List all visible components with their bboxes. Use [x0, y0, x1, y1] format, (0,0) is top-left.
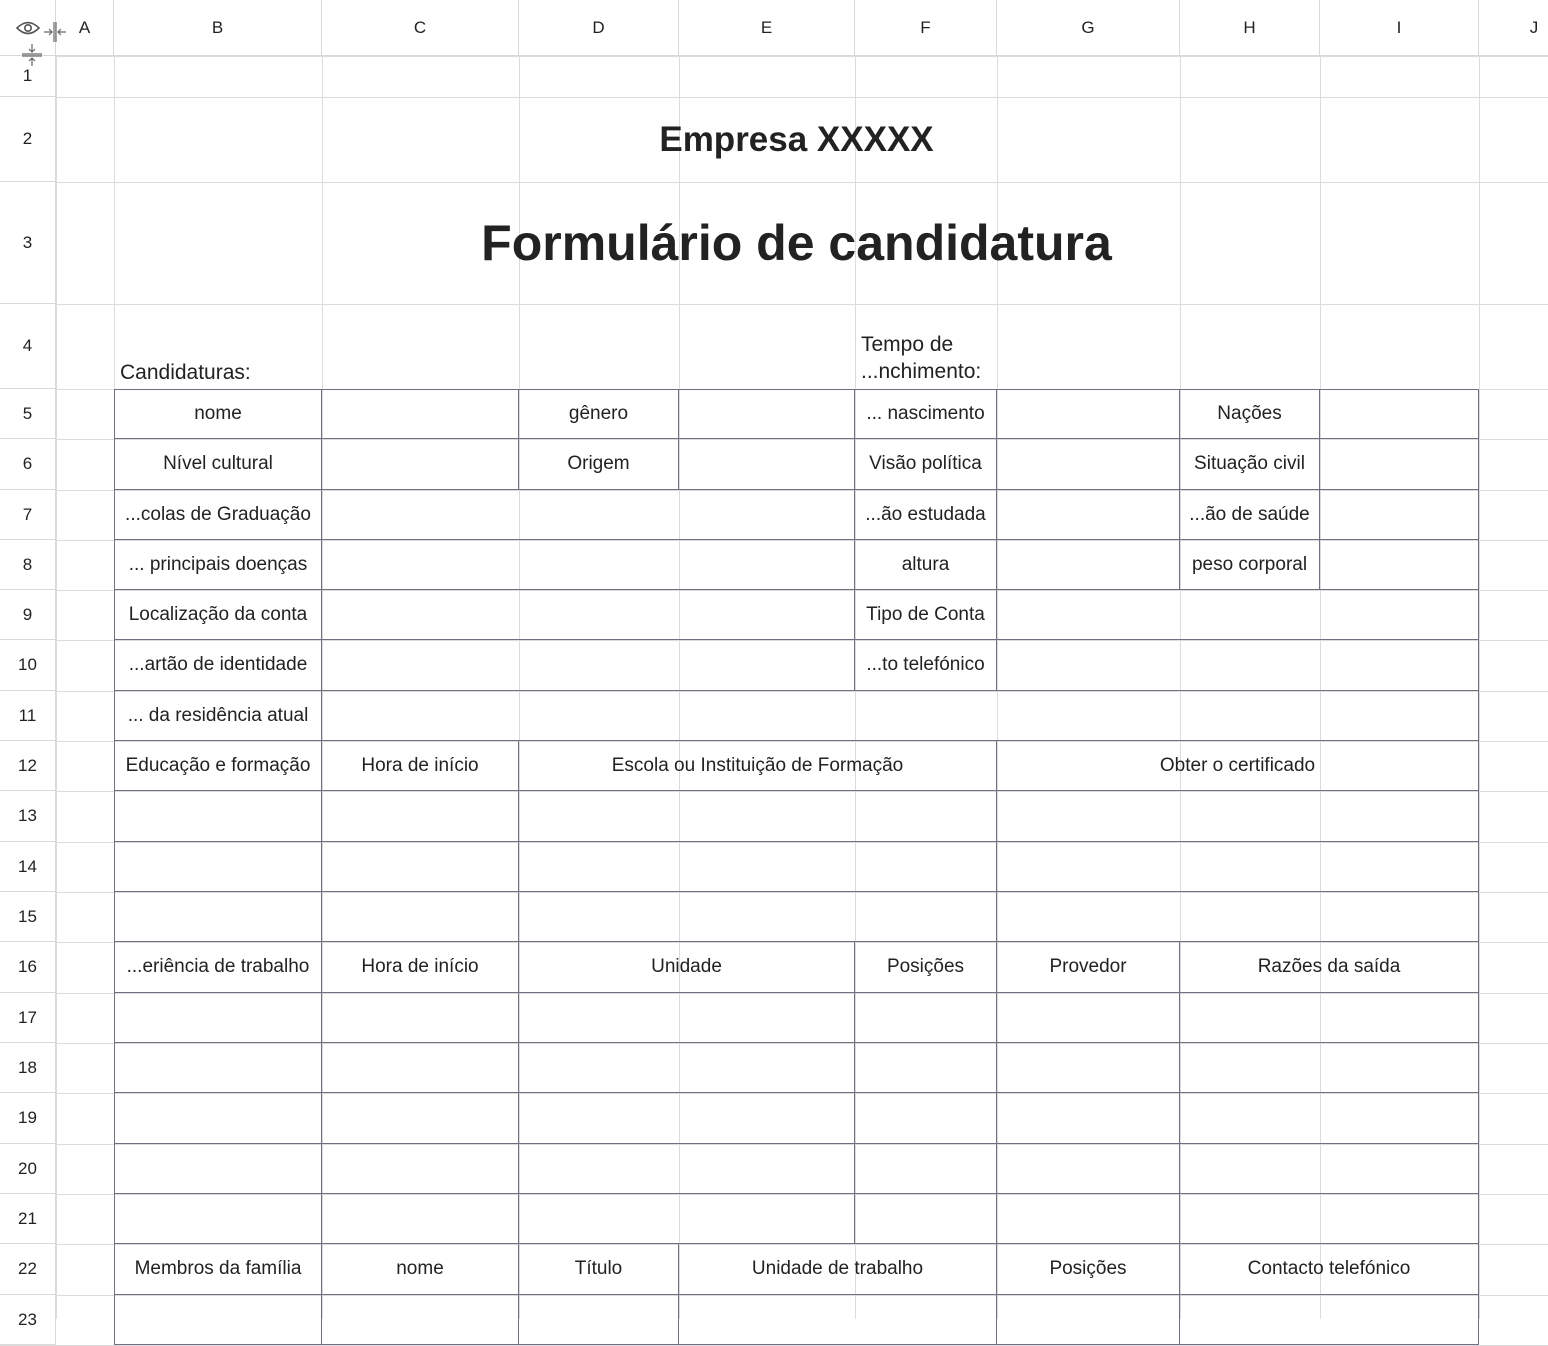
form-input-cell[interactable] [997, 640, 1479, 691]
column-header-h[interactable]: H [1180, 0, 1320, 56]
form-input-cell[interactable] [114, 1295, 322, 1345]
row-header-23[interactable]: 23 [0, 1295, 56, 1345]
form-input-cell[interactable] [997, 1144, 1180, 1194]
form-input-cell[interactable] [1180, 1295, 1479, 1345]
form-label-cell[interactable]: Contacto telefónico [1180, 1244, 1479, 1295]
form-label-cell[interactable]: ... da residência atual [114, 691, 322, 741]
form-label-cell[interactable]: Membros da família [114, 1244, 322, 1295]
form-input-cell[interactable] [1320, 389, 1479, 439]
form-input-cell[interactable] [114, 791, 322, 842]
row-header-12[interactable]: 12 [0, 741, 56, 791]
form-label-cell[interactable]: Razões da saída [1180, 942, 1479, 993]
form-input-cell[interactable] [1180, 1144, 1479, 1194]
collapse-rows-icon[interactable] [20, 42, 44, 68]
form-label-cell[interactable]: Hora de início [322, 741, 519, 791]
form-title[interactable]: Formulário de candidatura [481, 215, 1112, 271]
grid-line-v [1479, 0, 1480, 1319]
column-header-g[interactable]: G [997, 0, 1180, 56]
form-input-cell[interactable] [1320, 439, 1479, 490]
row-header-15[interactable]: 15 [0, 892, 56, 942]
form-input-cell[interactable] [1180, 1093, 1479, 1144]
row-header-8[interactable]: 8 [0, 540, 56, 590]
form-input-cell[interactable] [114, 1194, 322, 1244]
column-header-j[interactable]: J [1479, 0, 1548, 56]
form-label-cell[interactable]: Obter o certificado [997, 741, 1479, 791]
form-label-cell[interactable]: Hora de início [322, 942, 519, 993]
form-input-cell[interactable] [322, 640, 855, 691]
form-input-cell[interactable] [322, 490, 855, 540]
form-input-cell[interactable] [114, 842, 322, 892]
row-header-10[interactable]: 10 [0, 640, 56, 691]
form-input-cell[interactable] [322, 590, 855, 640]
applications-label[interactable]: Candidaturas: [120, 361, 251, 384]
form-label-cell[interactable]: Posições [997, 1244, 1180, 1295]
form-input-cell[interactable] [1180, 1043, 1479, 1093]
form-input-cell[interactable] [322, 1043, 519, 1093]
form-input-cell[interactable] [997, 490, 1180, 540]
form-input-cell[interactable] [322, 993, 519, 1043]
form-label-cell[interactable]: Educação e formação [114, 741, 322, 791]
form-input-cell[interactable] [519, 842, 997, 892]
form-label-cell[interactable]: Origem [519, 439, 679, 490]
column-header-a[interactable]: A [56, 0, 114, 56]
form-input-cell[interactable] [997, 993, 1180, 1043]
form-input-cell[interactable] [1180, 1194, 1479, 1244]
form-input-cell[interactable] [519, 892, 997, 942]
column-header-f[interactable]: F [855, 0, 997, 56]
form-input-cell[interactable] [679, 1295, 997, 1345]
form-input-cell[interactable] [322, 439, 519, 490]
form-input-cell[interactable] [997, 1194, 1180, 1244]
fill-time-label[interactable]: Tempo de ...nchimento: [861, 333, 982, 383]
form-input-cell[interactable] [997, 842, 1479, 892]
form-input-cell[interactable] [1180, 993, 1479, 1043]
form-input-cell[interactable] [855, 1043, 997, 1093]
form-input-cell[interactable] [519, 993, 855, 1043]
form-label-cell[interactable]: Tipo de Conta [855, 590, 997, 640]
row-header-20[interactable]: 20 [0, 1144, 56, 1194]
row-header-22[interactable]: 22 [0, 1244, 56, 1295]
corner-controls [0, 0, 56, 56]
form-label-cell[interactable]: Título [519, 1244, 679, 1295]
row-header-11[interactable]: 11 [0, 691, 56, 741]
row-header-3[interactable]: 3 [0, 182, 56, 304]
form-input-cell[interactable] [114, 1144, 322, 1194]
grid-line-v [56, 0, 57, 1319]
form-input-cell[interactable] [322, 691, 1479, 741]
form-input-cell[interactable] [322, 1093, 519, 1144]
form-input-cell[interactable] [997, 791, 1479, 842]
form-input-cell[interactable] [519, 1043, 855, 1093]
form-input-cell[interactable] [855, 1093, 997, 1144]
form-input-cell[interactable] [519, 1194, 855, 1244]
form-input-cell[interactable] [519, 1144, 855, 1194]
form-label-cell[interactable]: ...to telefónico [855, 640, 997, 691]
form-label-cell[interactable]: Unidade de trabalho [679, 1244, 997, 1295]
row-header-16[interactable]: 16 [0, 942, 56, 993]
form-input-cell[interactable] [997, 1295, 1180, 1345]
form-label-cell[interactable]: Posições [855, 942, 997, 993]
row-header-18[interactable]: 18 [0, 1043, 56, 1093]
row-header-17[interactable]: 17 [0, 993, 56, 1043]
form-input-cell[interactable] [322, 389, 519, 439]
column-header-b[interactable]: B [114, 0, 322, 56]
row-header-4[interactable]: 4 [0, 304, 56, 389]
form-label-cell[interactable]: Unidade [519, 942, 855, 993]
row-header-5[interactable]: 5 [0, 389, 56, 439]
form-input-cell[interactable] [322, 1194, 519, 1244]
form-label-cell[interactable]: Escola ou Instituição de Formação [519, 741, 997, 791]
column-header-d[interactable]: D [519, 0, 679, 56]
form-label-cell[interactable]: gênero [519, 389, 679, 439]
form-label-cell[interactable]: ...ão de saúde [1180, 490, 1320, 540]
form-input-cell[interactable] [997, 1093, 1180, 1144]
form-input-cell[interactable] [997, 389, 1180, 439]
form-input-cell[interactable] [519, 1093, 855, 1144]
row-header-21[interactable]: 21 [0, 1194, 56, 1244]
form-input-cell[interactable] [114, 892, 322, 942]
form-label-cell[interactable]: ... principais doenças [114, 540, 322, 590]
form-input-cell[interactable] [519, 791, 997, 842]
form-input-cell[interactable] [997, 540, 1180, 590]
form-input-cell[interactable] [322, 1295, 519, 1345]
form-input-cell[interactable] [322, 540, 855, 590]
form-input-cell[interactable] [519, 1295, 679, 1345]
form-input-cell[interactable] [322, 892, 519, 942]
form-label-cell[interactable]: ... nascimento [855, 389, 997, 439]
form-input-cell[interactable] [114, 993, 322, 1043]
form-label-cell[interactable]: ...artão de identidade [114, 640, 322, 691]
form-input-cell[interactable] [855, 993, 997, 1043]
row-header-1[interactable]: 1 [0, 56, 56, 97]
form-label-cell[interactable]: altura [855, 540, 997, 590]
row-header-14[interactable]: 14 [0, 842, 56, 892]
form-input-cell[interactable] [114, 1093, 322, 1144]
form-input-cell[interactable] [114, 1043, 322, 1093]
form-input-cell[interactable] [1320, 490, 1479, 540]
form-input-cell[interactable] [855, 1194, 997, 1244]
form-input-cell[interactable] [322, 1144, 519, 1194]
form-input-cell[interactable] [997, 892, 1479, 942]
column-header-c[interactable]: C [322, 0, 519, 56]
eye-icon[interactable] [16, 20, 40, 36]
row-header-9[interactable]: 9 [0, 590, 56, 640]
form-input-cell[interactable] [322, 842, 519, 892]
form-label-cell[interactable]: peso corporal [1180, 540, 1320, 590]
form-label-cell[interactable]: Provedor [997, 942, 1180, 993]
form-label-cell[interactable]: Situação civil [1180, 439, 1320, 490]
form-input-cell[interactable] [855, 1144, 997, 1194]
form-input-cell[interactable] [997, 439, 1180, 490]
form-input-cell[interactable] [679, 439, 855, 490]
form-label-cell[interactable]: Nível cultural [114, 439, 322, 490]
row-header-2[interactable]: 2 [0, 97, 56, 182]
form-label-cell[interactable]: nome [114, 389, 322, 439]
form-input-cell[interactable] [322, 791, 519, 842]
grid-line-h [0, 56, 1548, 57]
form-input-cell[interactable] [679, 389, 855, 439]
collapse-columns-icon[interactable] [42, 20, 68, 44]
column-header-i[interactable]: I [1320, 0, 1479, 56]
form-input-cell[interactable] [997, 590, 1479, 640]
column-header-e[interactable]: E [679, 0, 855, 56]
form-label-cell[interactable]: ...colas de Graduação [114, 490, 322, 540]
company-title[interactable]: Empresa XXXXX [659, 119, 934, 159]
form-input-cell[interactable] [1320, 540, 1479, 590]
row-header-19[interactable]: 19 [0, 1093, 56, 1144]
form-label-cell[interactable]: Visão política [855, 439, 997, 490]
form-label-cell[interactable]: nome [322, 1244, 519, 1295]
form-label-cell[interactable]: ...eriência de trabalho [114, 942, 322, 993]
row-header-7[interactable]: 7 [0, 490, 56, 540]
form-input-cell[interactable] [997, 1043, 1180, 1093]
form-label-cell[interactable]: Localização da conta [114, 590, 322, 640]
row-header-6[interactable]: 6 [0, 439, 56, 490]
form-label-cell[interactable]: Nações [1180, 389, 1320, 439]
row-header-13[interactable]: 13 [0, 791, 56, 842]
form-label-cell[interactable]: ...ão estudada [855, 490, 997, 540]
